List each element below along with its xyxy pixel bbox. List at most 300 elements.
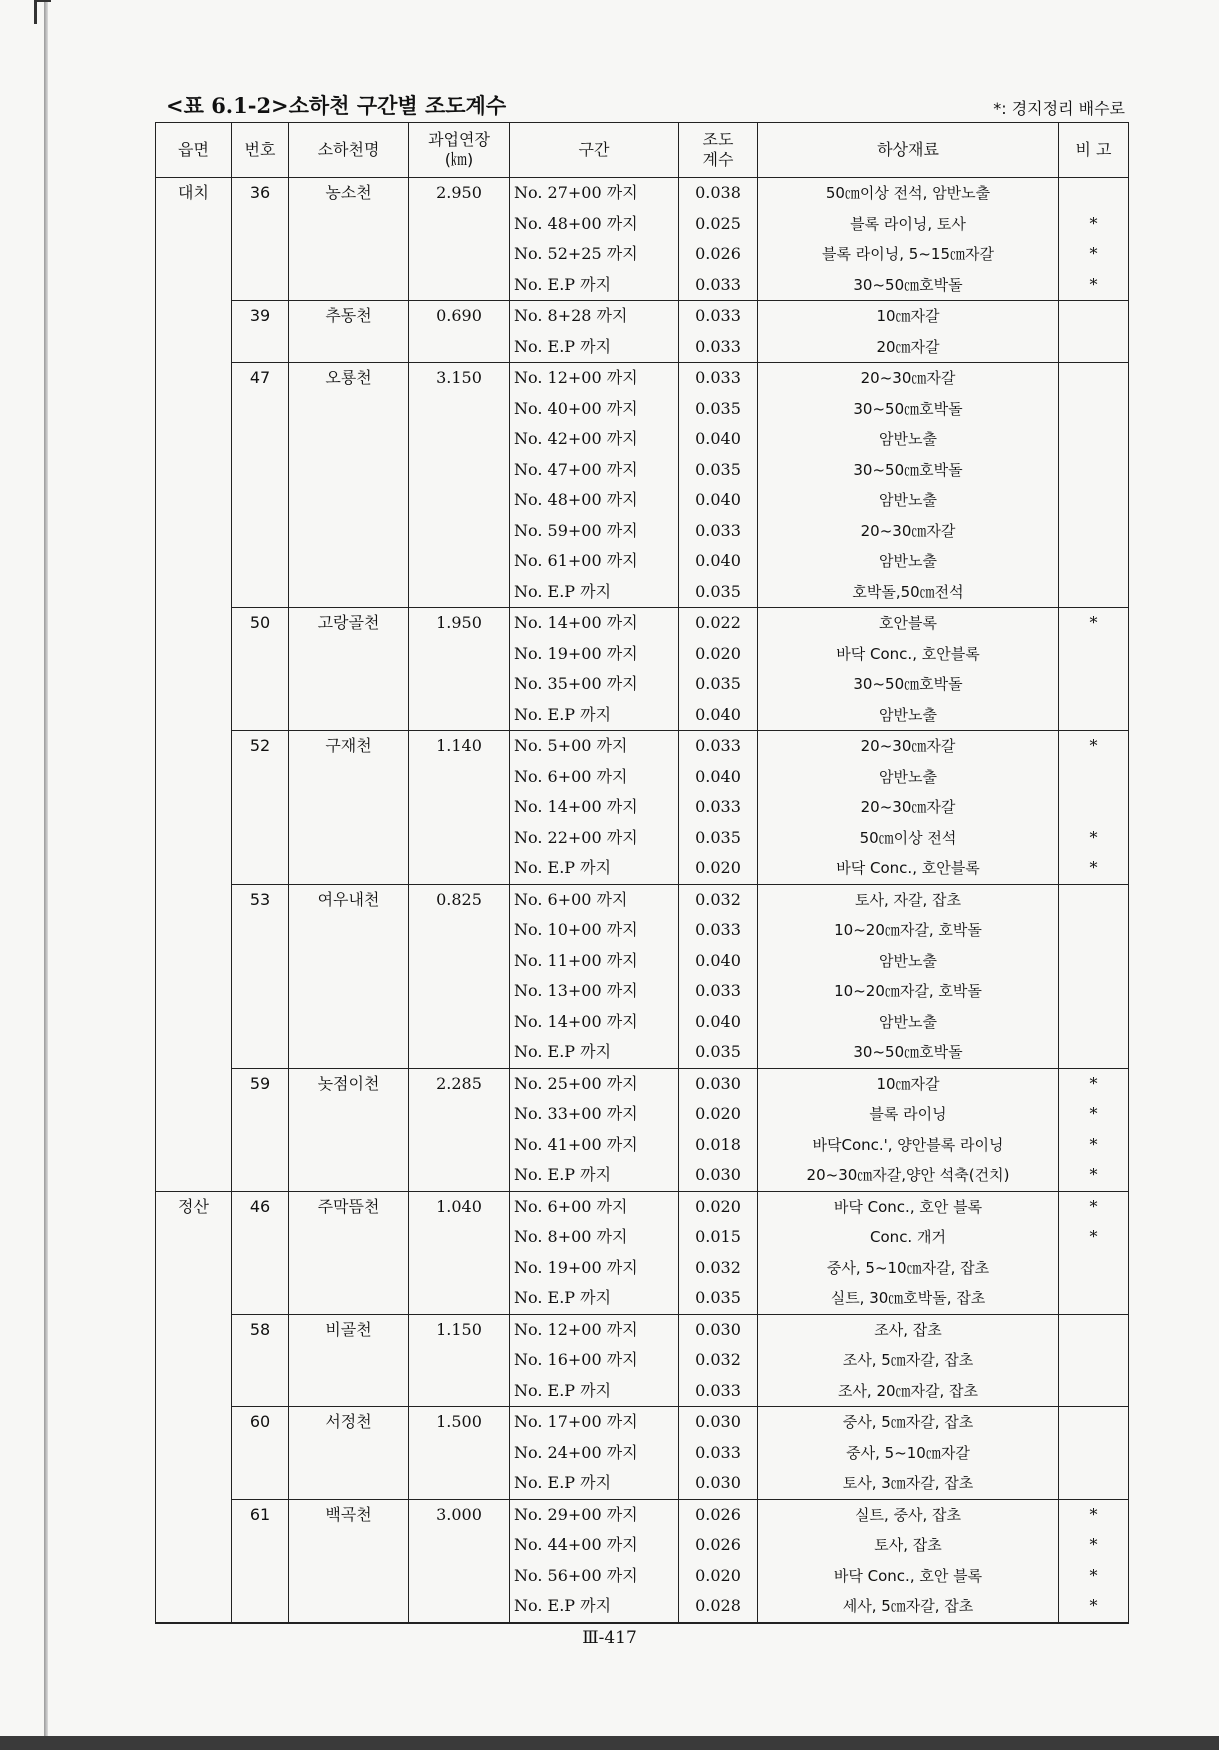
- cell-name: [289, 1007, 409, 1038]
- table-title: <표 6.1-2>소하천 구간별 조도계수: [166, 93, 507, 118]
- cell-remark: [1059, 363, 1129, 394]
- table-row: [156, 301, 1129, 332]
- header-name: 소하천명: [289, 123, 409, 178]
- table-row: [156, 270, 1129, 301]
- table-row: [156, 1191, 1129, 1222]
- header-length: [409, 123, 510, 178]
- cell-material: 바닥 Conc., 호안블록: [758, 639, 1059, 670]
- cell-section: No. 6+00 까지: [510, 1191, 679, 1222]
- cell-remark: [1059, 1037, 1129, 1068]
- table-row: [156, 700, 1129, 731]
- cell-name: [289, 700, 409, 731]
- cell-town: [156, 394, 232, 425]
- table-row: [156, 178, 1129, 209]
- cell-name: [289, 853, 409, 884]
- cell-town: [156, 823, 232, 854]
- cell-remark: [1059, 946, 1129, 977]
- table-row: [156, 792, 1129, 823]
- cell-no: 61: [232, 1499, 289, 1530]
- page-binding-edge: [44, 0, 48, 1750]
- cell-no: [232, 976, 289, 1007]
- page-corner-mark: [34, 0, 51, 24]
- cell-section: No. E.P 까지: [510, 1160, 679, 1191]
- table-row: [156, 332, 1129, 363]
- cell-material: 실트, 30㎝호박돌, 잡초: [758, 1283, 1059, 1314]
- cell-length: [409, 639, 510, 670]
- table-row: [156, 1438, 1129, 1469]
- cell-remark: *: [1059, 1591, 1129, 1623]
- cell-remark: [1059, 1407, 1129, 1438]
- cell-section: No. E.P 까지: [510, 853, 679, 884]
- cell-name: [289, 1591, 409, 1623]
- header-no: 번호: [232, 123, 289, 178]
- cell-remark: [1059, 546, 1129, 577]
- table-row: [156, 1499, 1129, 1530]
- cell-no: [232, 1130, 289, 1161]
- cell-coef: 0.035: [679, 669, 758, 700]
- cell-town: 대치: [156, 178, 232, 209]
- cell-name: [289, 915, 409, 946]
- cell-no: [232, 1099, 289, 1130]
- cell-section: No. 19+00 까지: [510, 639, 679, 670]
- cell-coef: 0.033: [679, 270, 758, 301]
- cell-remark: [1059, 884, 1129, 915]
- cell-name: [289, 946, 409, 977]
- cell-length: [409, 1007, 510, 1038]
- cell-town: [156, 1253, 232, 1284]
- cell-remark: [1059, 1376, 1129, 1407]
- cell-coef: 0.035: [679, 1037, 758, 1068]
- cell-section: No. E.P 까지: [510, 577, 679, 608]
- table-row: [156, 1222, 1129, 1253]
- cell-no: 47: [232, 363, 289, 394]
- cell-length: 1.950: [409, 608, 510, 639]
- cell-no: [232, 239, 289, 270]
- cell-town: [156, 1591, 232, 1623]
- table-row: [156, 1130, 1129, 1161]
- cell-material: 20~30㎝자갈: [758, 363, 1059, 394]
- cell-no: [232, 1591, 289, 1623]
- cell-coef: 0.033: [679, 1438, 758, 1469]
- table-row: [156, 239, 1129, 270]
- cell-coef: 0.032: [679, 1253, 758, 1284]
- cell-material: 20~30㎝자갈: [758, 731, 1059, 762]
- table-row: [156, 1314, 1129, 1345]
- cell-town: [156, 1345, 232, 1376]
- cell-coef: 0.033: [679, 915, 758, 946]
- cell-no: [232, 516, 289, 547]
- cell-material: 암반노출: [758, 485, 1059, 516]
- cell-length: [409, 1376, 510, 1407]
- cell-length: [409, 209, 510, 240]
- cell-coef: 0.033: [679, 792, 758, 823]
- cell-coef: 0.033: [679, 976, 758, 1007]
- cell-length: 3.000: [409, 1499, 510, 1530]
- cell-material: 암반노출: [758, 546, 1059, 577]
- cell-section: No. E.P 까지: [510, 1468, 679, 1499]
- cell-town: [156, 1407, 232, 1438]
- cell-name: [289, 1561, 409, 1592]
- cell-no: 59: [232, 1068, 289, 1099]
- cell-section: No. E.P 까지: [510, 700, 679, 731]
- cell-town: [156, 1376, 232, 1407]
- cell-coef: 0.030: [679, 1160, 758, 1191]
- cell-material: 호박돌,50㎝전석: [758, 577, 1059, 608]
- cell-coef: 0.022: [679, 608, 758, 639]
- cell-remark: [1059, 700, 1129, 731]
- cell-name: [289, 332, 409, 363]
- cell-coef: 0.033: [679, 332, 758, 363]
- table-row: [156, 669, 1129, 700]
- cell-coef: 0.035: [679, 394, 758, 425]
- cell-name: [289, 669, 409, 700]
- cell-remark: [1059, 577, 1129, 608]
- table-row: [156, 394, 1129, 425]
- cell-section: No. 22+00 까지: [510, 823, 679, 854]
- cell-town: [156, 270, 232, 301]
- cell-section: No. 11+00 까지: [510, 946, 679, 977]
- cell-no: [232, 424, 289, 455]
- cell-coef: 0.030: [679, 1468, 758, 1499]
- cell-material: 20㎝자갈: [758, 332, 1059, 363]
- cell-material: 30~50㎝호박돌: [758, 455, 1059, 486]
- cell-section: No. E.P 까지: [510, 1283, 679, 1314]
- cell-name: [289, 1037, 409, 1068]
- cell-length: [409, 546, 510, 577]
- cell-remark: *: [1059, 1130, 1129, 1161]
- cell-town: 정산: [156, 1191, 232, 1222]
- cell-name: 오룡천: [289, 363, 409, 394]
- table-row: [156, 608, 1129, 639]
- cell-remark: [1059, 424, 1129, 455]
- cell-length: [409, 915, 510, 946]
- cell-material: 중사, 5㎝자갈, 잡초: [758, 1407, 1059, 1438]
- cell-remark: *: [1059, 608, 1129, 639]
- cell-remark: *: [1059, 823, 1129, 854]
- table-row: [156, 946, 1129, 977]
- cell-coef: 0.020: [679, 639, 758, 670]
- cell-section: No. 14+00 까지: [510, 792, 679, 823]
- cell-town: [156, 516, 232, 547]
- cell-coef: 0.020: [679, 853, 758, 884]
- cell-length: [409, 1530, 510, 1561]
- cell-length: [409, 1222, 510, 1253]
- cell-section: No. 40+00 까지: [510, 394, 679, 425]
- cell-remark: [1059, 516, 1129, 547]
- cell-remark: [1059, 1253, 1129, 1284]
- cell-coef: 0.038: [679, 178, 758, 209]
- cell-name: [289, 823, 409, 854]
- cell-length: [409, 1037, 510, 1068]
- cell-town: [156, 884, 232, 915]
- cell-no: [232, 209, 289, 240]
- cell-no: 36: [232, 178, 289, 209]
- cell-name: [289, 1345, 409, 1376]
- cell-length: 3.150: [409, 363, 510, 394]
- cell-section: No. 52+25 까지: [510, 239, 679, 270]
- cell-no: [232, 853, 289, 884]
- table-row: [156, 424, 1129, 455]
- cell-town: [156, 577, 232, 608]
- cell-no: [232, 332, 289, 363]
- cell-no: [232, 485, 289, 516]
- cell-remark: [1059, 301, 1129, 332]
- cell-no: [232, 1160, 289, 1191]
- cell-name: 서정천: [289, 1407, 409, 1438]
- cell-no: [232, 639, 289, 670]
- cell-no: [232, 577, 289, 608]
- cell-coef: 0.040: [679, 762, 758, 793]
- cell-material: 30~50㎝호박돌: [758, 669, 1059, 700]
- cell-remark: [1059, 455, 1129, 486]
- cell-material: 블록 라이닝, 5~15㎝자갈: [758, 239, 1059, 270]
- cell-section: No. 12+00 까지: [510, 1314, 679, 1345]
- cell-coef: 0.035: [679, 1283, 758, 1314]
- cell-material: 10㎝자갈: [758, 301, 1059, 332]
- cell-length: 1.500: [409, 1407, 510, 1438]
- cell-name: [289, 762, 409, 793]
- cell-town: [156, 424, 232, 455]
- cell-no: [232, 1561, 289, 1592]
- cell-remark: [1059, 1007, 1129, 1038]
- cell-material: 조사, 20㎝자갈, 잡초: [758, 1376, 1059, 1407]
- header-material: 하상재료: [758, 123, 1059, 178]
- cell-length: [409, 485, 510, 516]
- table-row: [156, 516, 1129, 547]
- cell-length: [409, 823, 510, 854]
- cell-material: 세사, 5㎝자갈, 잡초: [758, 1591, 1059, 1623]
- cell-no: [232, 762, 289, 793]
- cell-no: [232, 1007, 289, 1038]
- cell-town: [156, 762, 232, 793]
- scan-bottom-edge: [0, 1736, 1219, 1750]
- cell-length: [409, 669, 510, 700]
- cell-section: No. 17+00 까지: [510, 1407, 679, 1438]
- cell-town: [156, 1468, 232, 1499]
- table-row: [156, 731, 1129, 762]
- cell-name: [289, 792, 409, 823]
- cell-material: 10㎝자갈: [758, 1068, 1059, 1099]
- cell-coef: 0.030: [679, 1314, 758, 1345]
- cell-length: [409, 1591, 510, 1623]
- cell-remark: *: [1059, 239, 1129, 270]
- page-number: Ⅲ-417: [582, 1628, 637, 1648]
- cell-section: No. E.P 까지: [510, 1591, 679, 1623]
- cell-name: 추동천: [289, 301, 409, 332]
- cell-town: [156, 301, 232, 332]
- cell-material: 호안블록: [758, 608, 1059, 639]
- cell-section: No. 47+00 까지: [510, 455, 679, 486]
- cell-remark: [1059, 976, 1129, 1007]
- cell-length: [409, 455, 510, 486]
- cell-town: [156, 1037, 232, 1068]
- cell-no: 50: [232, 608, 289, 639]
- cell-name: 주막뜸천: [289, 1191, 409, 1222]
- header-section: 구간: [510, 123, 679, 178]
- table-row: [156, 1468, 1129, 1499]
- cell-no: 46: [232, 1191, 289, 1222]
- cell-length: [409, 424, 510, 455]
- cell-name: [289, 455, 409, 486]
- cell-length: [409, 270, 510, 301]
- cell-name: [289, 394, 409, 425]
- cell-coef: 0.032: [679, 884, 758, 915]
- cell-remark: *: [1059, 209, 1129, 240]
- table-row: [156, 1407, 1129, 1438]
- table-row: [156, 1253, 1129, 1284]
- cell-remark: [1059, 669, 1129, 700]
- cell-material: 10~20㎝자갈, 호박돌: [758, 976, 1059, 1007]
- cell-length: [409, 332, 510, 363]
- cell-length: [409, 946, 510, 977]
- cell-material: 조사, 잡초: [758, 1314, 1059, 1345]
- cell-coef: 0.033: [679, 731, 758, 762]
- cell-section: No. 5+00 까지: [510, 731, 679, 762]
- table-row: [156, 884, 1129, 915]
- cell-town: [156, 1130, 232, 1161]
- cell-section: No. 8+28 까지: [510, 301, 679, 332]
- cell-coef: 0.020: [679, 1191, 758, 1222]
- cell-section: No. 35+00 까지: [510, 669, 679, 700]
- cell-coef: 0.033: [679, 516, 758, 547]
- table-header-row: [156, 123, 1129, 178]
- cell-coef: 0.030: [679, 1407, 758, 1438]
- cell-name: 구재천: [289, 731, 409, 762]
- cell-town: [156, 1160, 232, 1191]
- cell-material: 조사, 5㎝자갈, 잡초: [758, 1345, 1059, 1376]
- cell-material: 실트, 중사, 잡초: [758, 1499, 1059, 1530]
- cell-no: [232, 792, 289, 823]
- cell-length: 1.150: [409, 1314, 510, 1345]
- cell-no: 58: [232, 1314, 289, 1345]
- cell-no: [232, 1376, 289, 1407]
- cell-coef: 0.020: [679, 1099, 758, 1130]
- cell-length: [409, 394, 510, 425]
- cell-section: No. 8+00 까지: [510, 1222, 679, 1253]
- cell-name: [289, 577, 409, 608]
- table-row: [156, 1591, 1129, 1623]
- cell-name: [289, 976, 409, 1007]
- cell-section: No. 48+00 까지: [510, 209, 679, 240]
- cell-town: [156, 1561, 232, 1592]
- table-row: [156, 1345, 1129, 1376]
- cell-coef: 0.035: [679, 577, 758, 608]
- cell-section: No. E.P 까지: [510, 332, 679, 363]
- cell-town: [156, 209, 232, 240]
- cell-section: No. 29+00 까지: [510, 1499, 679, 1530]
- cell-town: [156, 946, 232, 977]
- table-row: [156, 915, 1129, 946]
- header-length-unit: (㎞): [444, 150, 474, 169]
- header-remark: 비 고: [1059, 123, 1129, 178]
- cell-town: [156, 669, 232, 700]
- cell-material: 20~30㎝자갈: [758, 792, 1059, 823]
- cell-coef: 0.040: [679, 1007, 758, 1038]
- cell-length: [409, 762, 510, 793]
- cell-town: [156, 731, 232, 762]
- cell-name: 농소천: [289, 178, 409, 209]
- cell-material: 암반노출: [758, 1007, 1059, 1038]
- cell-material: 블록 라이닝, 토사: [758, 209, 1059, 240]
- cell-town: [156, 332, 232, 363]
- cell-section: No. 13+00 까지: [510, 976, 679, 1007]
- cell-town: [156, 1007, 232, 1038]
- cell-material: 암반노출: [758, 424, 1059, 455]
- cell-section: No. 44+00 까지: [510, 1530, 679, 1561]
- cell-remark: [1059, 762, 1129, 793]
- table-row: [156, 1099, 1129, 1130]
- cell-name: [289, 1222, 409, 1253]
- cell-section: No. 48+00 까지: [510, 485, 679, 516]
- cell-name: 비골천: [289, 1314, 409, 1345]
- cell-coef: 0.018: [679, 1130, 758, 1161]
- cell-remark: *: [1059, 1499, 1129, 1530]
- cell-length: [409, 853, 510, 884]
- cell-coef: 0.040: [679, 424, 758, 455]
- cell-material: 30~50㎝호박돌: [758, 394, 1059, 425]
- cell-section: No. 14+00 까지: [510, 608, 679, 639]
- cell-material: 바닥 Conc., 호안블록: [758, 853, 1059, 884]
- cell-coef: 0.040: [679, 700, 758, 731]
- cell-coef: 0.040: [679, 546, 758, 577]
- cell-town: [156, 1530, 232, 1561]
- cell-remark: [1059, 1438, 1129, 1469]
- cell-remark: *: [1059, 1561, 1129, 1592]
- cell-no: [232, 1283, 289, 1314]
- cell-town: [156, 1499, 232, 1530]
- cell-name: 고랑골천: [289, 608, 409, 639]
- cell-section: No. 59+00 까지: [510, 516, 679, 547]
- cell-material: 중사, 5~10㎝자갈: [758, 1438, 1059, 1469]
- cell-remark: *: [1059, 1160, 1129, 1191]
- cell-material: 바닥 Conc., 호안 블록: [758, 1561, 1059, 1592]
- cell-no: [232, 1253, 289, 1284]
- roughness-table: [155, 122, 1129, 1624]
- cell-material: 10~20㎝자갈, 호박돌: [758, 915, 1059, 946]
- table-row: [156, 639, 1129, 670]
- cell-coef: 0.040: [679, 946, 758, 977]
- table-row: [156, 976, 1129, 1007]
- cell-coef: 0.040: [679, 485, 758, 516]
- cell-material: 암반노출: [758, 700, 1059, 731]
- cell-name: [289, 1468, 409, 1499]
- cell-material: 토사, 자갈, 잡초: [758, 884, 1059, 915]
- cell-length: [409, 577, 510, 608]
- cell-material: 바닥 Conc., 호안 블록: [758, 1191, 1059, 1222]
- table-row: [156, 853, 1129, 884]
- cell-coef: 0.028: [679, 1591, 758, 1623]
- cell-town: [156, 853, 232, 884]
- cell-remark: [1059, 394, 1129, 425]
- table-row: [156, 485, 1129, 516]
- cell-section: No. 42+00 까지: [510, 424, 679, 455]
- table-row: [156, 1068, 1129, 1099]
- cell-length: [409, 1160, 510, 1191]
- cell-coef: 0.026: [679, 1530, 758, 1561]
- table-row: [156, 1376, 1129, 1407]
- cell-remark: [1059, 1468, 1129, 1499]
- cell-remark: [1059, 639, 1129, 670]
- cell-town: [156, 1068, 232, 1099]
- cell-material: 토사, 잡초: [758, 1530, 1059, 1561]
- table-row: [156, 1283, 1129, 1314]
- cell-name: [289, 1099, 409, 1130]
- cell-length: [409, 792, 510, 823]
- cell-name: [289, 1438, 409, 1469]
- cell-name: [289, 1530, 409, 1561]
- header-coef-top: 조도: [702, 130, 734, 149]
- cell-no: 60: [232, 1407, 289, 1438]
